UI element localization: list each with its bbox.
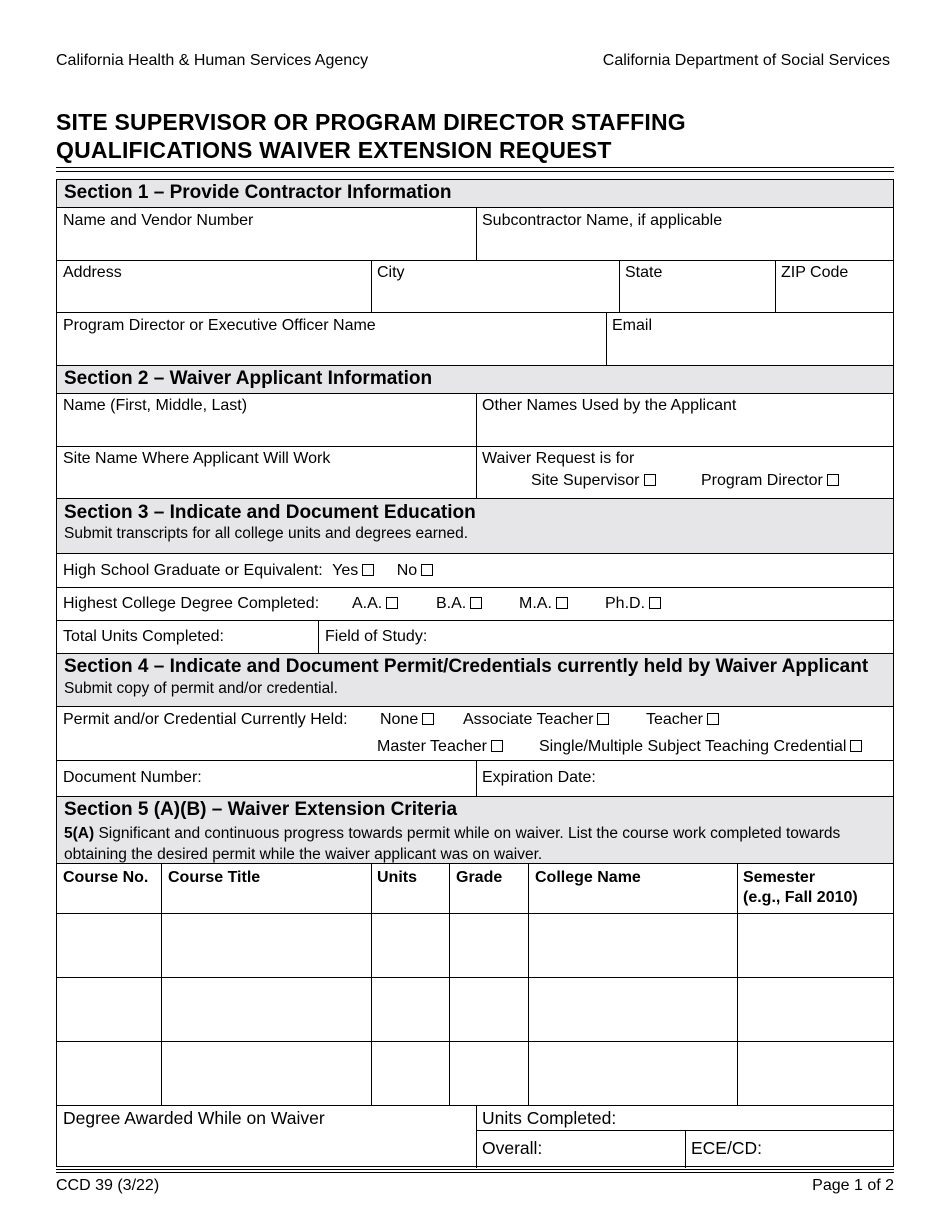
high-school-label: High School Graduate or Equivalent: xyxy=(63,562,323,579)
associate-teacher-label: Associate Teacher xyxy=(463,711,594,728)
degree-ma-checkbox[interactable] xyxy=(556,597,568,609)
section5a-label: 5(A) xyxy=(64,825,95,842)
program-director-label: Program Director xyxy=(701,472,823,489)
col-semester-line2: (e.g., Fall 2010) xyxy=(743,889,858,906)
page-number: Page 1 of 2 xyxy=(812,1177,894,1194)
table-row[interactable] xyxy=(57,914,893,977)
degree-ma-option[interactable] xyxy=(519,595,568,613)
site-supervisor-label: Site Supervisor xyxy=(531,472,640,489)
city-field[interactable]: City xyxy=(377,264,405,281)
course-rows xyxy=(57,914,893,1105)
section3-header xyxy=(57,499,893,553)
section5-header xyxy=(57,797,893,863)
master-teacher-label: Master Teacher xyxy=(377,738,487,755)
title-line-1: SITE SUPERVISOR OR PROGRAM DIRECTOR STAFFING xyxy=(56,109,686,135)
program-director-checkbox[interactable] xyxy=(827,474,839,486)
teacher-option[interactable] xyxy=(646,711,719,729)
permit-label: Permit and/or Credential Currently Held: xyxy=(63,711,348,728)
department-name: California Department of Social Services xyxy=(602,52,890,69)
degree-ba-option[interactable] xyxy=(436,595,482,613)
degree-ba-label: B.A. xyxy=(436,595,467,612)
section3-subtitle: Submit transcripts for all college units and degrees earned. xyxy=(64,525,469,542)
col-grade: Grade xyxy=(456,869,503,886)
degree-phd-label: Ph.D. xyxy=(605,595,646,612)
associate-teacher-checkbox[interactable] xyxy=(597,713,609,725)
hs-no-checkbox[interactable] xyxy=(421,564,433,576)
state-field[interactable]: State xyxy=(625,264,663,281)
high-school-row xyxy=(63,562,433,580)
degree-phd-checkbox[interactable] xyxy=(649,597,661,609)
document-number-field[interactable]: Document Number: xyxy=(63,769,202,786)
title-line-2: QUALIFICATIONS WAIVER EXTENSION REQUEST xyxy=(56,137,612,163)
subcontractor-name-field[interactable]: Subcontractor Name, if applicable xyxy=(482,212,723,229)
degree-label: Highest College Degree Completed: xyxy=(63,595,320,612)
single-multiple-label: Single/Multiple Subject Teaching Credential xyxy=(539,738,847,755)
hs-no-option[interactable] xyxy=(397,562,433,579)
email-field[interactable]: Email xyxy=(612,317,653,334)
single-multiple-checkbox[interactable] xyxy=(850,740,862,752)
teacher-label: Teacher xyxy=(646,711,703,728)
site-supervisor-checkbox[interactable] xyxy=(644,474,656,486)
col-college-name: College Name xyxy=(535,869,641,886)
col-course-no: Course No. xyxy=(63,869,149,886)
col-units: Units xyxy=(377,869,417,886)
overall-units-field[interactable]: Overall: xyxy=(482,1138,543,1158)
degree-ma-label: M.A. xyxy=(519,595,552,612)
hs-yes-checkbox[interactable] xyxy=(362,564,374,576)
form-id: CCD 39 (3/22) xyxy=(56,1177,160,1194)
program-director-option[interactable] xyxy=(701,472,839,490)
col-semester xyxy=(743,868,858,908)
director-name-field[interactable]: Program Director or Executive Officer Name xyxy=(63,317,376,334)
ece-cd-units-field[interactable]: ECE/CD: xyxy=(691,1138,762,1158)
field-of-study-field[interactable]: Field of Study: xyxy=(325,628,428,645)
section2-title: Section 2 – Waiver Applicant Information xyxy=(64,368,433,389)
section4-title: Section 4 – Indicate and Document Permit/Credentials currently held by Waiver Applicant xyxy=(64,656,869,677)
degree-aa-label: A.A. xyxy=(352,595,383,612)
hs-yes-label: Yes xyxy=(332,562,359,579)
col-semester-line1: Semester xyxy=(743,869,816,886)
name-vendor-number-field[interactable]: Name and Vendor Number xyxy=(63,212,254,229)
single-multiple-option[interactable] xyxy=(539,738,862,756)
degree-aa-option[interactable] xyxy=(352,595,398,613)
table-row[interactable] xyxy=(57,1042,893,1105)
other-names-field[interactable]: Other Names Used by the Applicant xyxy=(482,397,737,414)
section5-title: Section 5 (A)(B) – Waiver Extension Criteria xyxy=(64,799,458,820)
title-rule xyxy=(56,167,894,168)
associate-teacher-option[interactable] xyxy=(463,711,609,729)
degree-aa-checkbox[interactable] xyxy=(386,597,398,609)
title-rule-2 xyxy=(56,171,894,172)
col-course-title: Course Title xyxy=(168,869,261,886)
permit-none-label: None xyxy=(380,711,419,728)
permit-none-option[interactable] xyxy=(380,711,434,729)
section5a-text: Significant and continuous progress towards permit while on waiver. List the course work completed towards obtaining the desired permit while the waiver applicant was on waiver. xyxy=(64,825,841,863)
section3-title: Section 3 – Indicate and Document Education xyxy=(64,502,476,523)
waiver-request-label: Waiver Request is for xyxy=(482,450,635,467)
site-supervisor-option[interactable] xyxy=(531,472,656,490)
expiration-date-field[interactable]: Expiration Date: xyxy=(482,769,596,786)
section1-header xyxy=(57,180,893,207)
footer-rule xyxy=(56,1172,894,1173)
degree-phd-option[interactable] xyxy=(605,595,661,613)
total-units-field[interactable]: Total Units Completed: xyxy=(63,628,224,645)
hs-no-label: No xyxy=(396,562,418,579)
address-field[interactable]: Address xyxy=(63,264,122,281)
permit-none-checkbox[interactable] xyxy=(422,713,434,725)
section2-header xyxy=(57,366,893,393)
hs-yes-option[interactable] xyxy=(332,562,374,579)
teacher-checkbox[interactable] xyxy=(707,713,719,725)
page-title xyxy=(56,108,686,164)
units-completed-label: Units Completed: xyxy=(482,1108,617,1128)
master-teacher-option[interactable] xyxy=(377,738,503,756)
table-row[interactable] xyxy=(57,978,893,1041)
degree-awarded-field[interactable]: Degree Awarded While on Waiver xyxy=(63,1108,325,1128)
section5a-description xyxy=(64,823,884,865)
degree-ba-checkbox[interactable] xyxy=(470,597,482,609)
zip-code-field[interactable]: ZIP Code xyxy=(781,264,849,281)
section4-subtitle: Submit copy of permit and/or credential. xyxy=(64,680,338,697)
applicant-name-field[interactable]: Name (First, Middle, Last) xyxy=(63,397,248,414)
site-name-field[interactable]: Site Name Where Applicant Will Work xyxy=(63,450,331,467)
section4-header xyxy=(57,654,893,706)
agency-name: California Health & Human Services Agency xyxy=(56,52,369,69)
master-teacher-checkbox[interactable] xyxy=(491,740,503,752)
section1-title: Section 1 – Provide Contractor Information xyxy=(64,182,452,203)
